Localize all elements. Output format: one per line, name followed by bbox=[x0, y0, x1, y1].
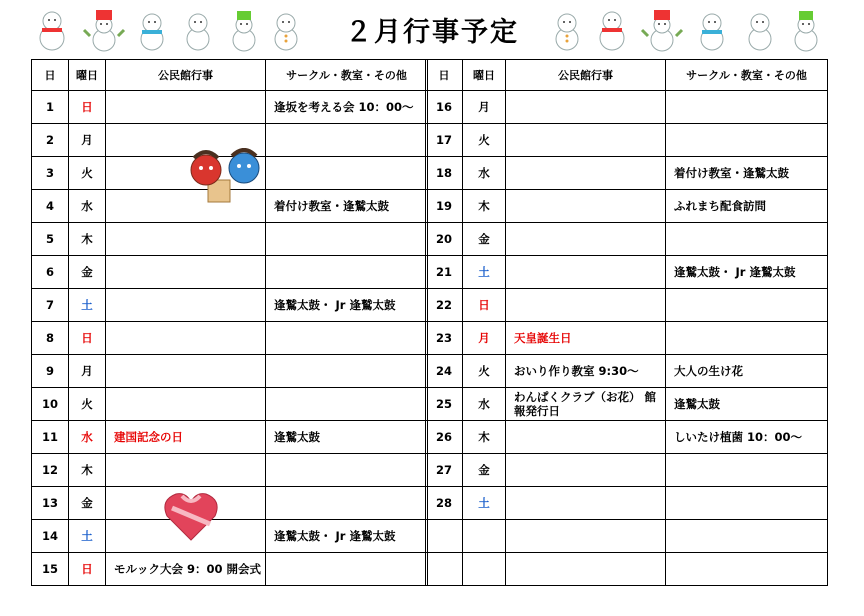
weekday-cell: 木 bbox=[69, 223, 106, 256]
weekday-cell: 土 bbox=[69, 289, 106, 322]
snowman-icon bbox=[82, 8, 126, 54]
header-circle: サークル・教室・その他 bbox=[666, 60, 828, 91]
day-cell: 19 bbox=[426, 190, 463, 223]
community-event-cell bbox=[506, 553, 666, 586]
community-event-cell bbox=[506, 421, 666, 454]
community-event-cell bbox=[506, 454, 666, 487]
community-event-cell: わんぱくクラブ（お花） 館報発行日 bbox=[506, 388, 666, 421]
weekday-cell: 火 bbox=[463, 124, 506, 157]
weekday-cell: 金 bbox=[69, 256, 106, 289]
circle-event-cell bbox=[266, 487, 428, 520]
circle-event-cell: 逢坂を考える会 10：00〜 bbox=[266, 91, 428, 124]
community-event-cell bbox=[506, 487, 666, 520]
page-header bbox=[0, 0, 864, 60]
table-row bbox=[426, 355, 828, 388]
header-day: 日 bbox=[32, 60, 69, 91]
table-row bbox=[426, 421, 828, 454]
weekday-cell bbox=[463, 520, 506, 553]
circle-event-cell: 逢鷲太鼓・ Jr 逢鷲太鼓 bbox=[266, 289, 428, 322]
circle-event-cell bbox=[266, 157, 428, 190]
day-cell: 18 bbox=[426, 157, 463, 190]
header-day: 日 bbox=[426, 60, 463, 91]
weekday-cell: 木 bbox=[463, 190, 506, 223]
community-event-cell bbox=[506, 520, 666, 553]
table-row bbox=[32, 223, 428, 256]
table-row bbox=[426, 520, 828, 553]
table-row bbox=[32, 289, 428, 322]
table-row bbox=[426, 487, 828, 520]
community-event-cell: モルック大会 9：00 開会式 bbox=[106, 553, 266, 586]
snowman-icon bbox=[640, 8, 684, 54]
circle-event-cell bbox=[666, 520, 828, 553]
table-header-row bbox=[32, 60, 428, 91]
weekday-cell: 日 bbox=[69, 322, 106, 355]
table-row bbox=[426, 91, 828, 124]
day-cell: 17 bbox=[426, 124, 463, 157]
day-cell: 13 bbox=[32, 487, 69, 520]
weekday-cell: 金 bbox=[463, 223, 506, 256]
circle-event-cell bbox=[266, 553, 428, 586]
weekday-cell: 月 bbox=[69, 355, 106, 388]
weekday-cell: 水 bbox=[69, 190, 106, 223]
calendar-table-right bbox=[425, 59, 828, 586]
day-cell: 25 bbox=[426, 388, 463, 421]
weekday-cell: 金 bbox=[463, 454, 506, 487]
snowman-icon bbox=[130, 8, 174, 54]
weekday-cell: 火 bbox=[69, 388, 106, 421]
community-event-cell bbox=[106, 289, 266, 322]
circle-event-cell: ふれまち配食訪問 bbox=[666, 190, 828, 223]
weekday-cell bbox=[463, 553, 506, 586]
community-event-cell bbox=[506, 91, 666, 124]
header-weekday: 曜日 bbox=[463, 60, 506, 91]
gift-box-icon bbox=[162, 486, 220, 544]
weekday-cell: 土 bbox=[463, 487, 506, 520]
community-event-cell bbox=[106, 223, 266, 256]
weekday-cell: 日 bbox=[463, 289, 506, 322]
community-event-cell: 建国記念の日 bbox=[106, 421, 266, 454]
header-community: 公民館行事 bbox=[506, 60, 666, 91]
table-row bbox=[32, 487, 428, 520]
circle-event-cell bbox=[266, 124, 428, 157]
community-event-cell bbox=[106, 256, 266, 289]
circle-event-cell bbox=[666, 289, 828, 322]
snowman-icon bbox=[176, 8, 220, 54]
day-cell: 27 bbox=[426, 454, 463, 487]
table-row bbox=[426, 190, 828, 223]
table-row bbox=[32, 256, 428, 289]
day-cell: 2 bbox=[32, 124, 69, 157]
circle-event-cell bbox=[666, 487, 828, 520]
day-cell: 20 bbox=[426, 223, 463, 256]
table-row bbox=[32, 322, 428, 355]
header-community: 公民館行事 bbox=[106, 60, 266, 91]
weekday-cell: 金 bbox=[69, 487, 106, 520]
weekday-cell: 月 bbox=[463, 322, 506, 355]
weekday-cell: 月 bbox=[463, 91, 506, 124]
day-cell bbox=[426, 520, 463, 553]
page-title: ２月行事予定 bbox=[345, 17, 519, 48]
community-event-cell: おいり作り教室 9:30〜 bbox=[506, 355, 666, 388]
header-weekday: 曜日 bbox=[69, 60, 106, 91]
weekday-cell: 水 bbox=[463, 388, 506, 421]
table-row bbox=[426, 322, 828, 355]
snowman-icon bbox=[30, 8, 74, 54]
snowman-icon bbox=[738, 8, 782, 54]
snowman-icon bbox=[222, 8, 266, 54]
table-row bbox=[426, 223, 828, 256]
table-row bbox=[32, 553, 428, 586]
weekday-cell: 木 bbox=[463, 421, 506, 454]
day-cell: 26 bbox=[426, 421, 463, 454]
community-event-cell bbox=[506, 256, 666, 289]
circle-event-cell bbox=[666, 91, 828, 124]
community-event-cell bbox=[506, 190, 666, 223]
circle-event-cell: 逢鷲太鼓・ Jr 逢鷲太鼓 bbox=[266, 520, 428, 553]
circle-event-cell bbox=[266, 322, 428, 355]
day-cell: 16 bbox=[426, 91, 463, 124]
circle-event-cell: 大人の生け花 bbox=[666, 355, 828, 388]
circle-event-cell bbox=[266, 388, 428, 421]
day-cell: 10 bbox=[32, 388, 69, 421]
day-cell: 7 bbox=[32, 289, 69, 322]
table-row bbox=[32, 355, 428, 388]
weekday-cell: 土 bbox=[69, 520, 106, 553]
weekday-cell: 日 bbox=[69, 91, 106, 124]
community-event-cell bbox=[506, 157, 666, 190]
weekday-cell: 日 bbox=[69, 553, 106, 586]
circle-event-cell: しいたけ植菌 10：00〜 bbox=[666, 421, 828, 454]
header-circle: サークル・教室・その他 bbox=[266, 60, 428, 91]
table-row bbox=[426, 454, 828, 487]
day-cell: 3 bbox=[32, 157, 69, 190]
weekday-cell: 木 bbox=[69, 454, 106, 487]
day-cell: 15 bbox=[32, 553, 69, 586]
day-cell: 28 bbox=[426, 487, 463, 520]
circle-event-cell bbox=[666, 553, 828, 586]
circle-event-cell bbox=[666, 223, 828, 256]
circle-event-cell: 着付け教室・逢鷲太鼓 bbox=[266, 190, 428, 223]
day-cell: 6 bbox=[32, 256, 69, 289]
table-row bbox=[426, 124, 828, 157]
circle-event-cell bbox=[266, 223, 428, 256]
snowman-icon bbox=[784, 8, 828, 54]
weekday-cell: 土 bbox=[463, 256, 506, 289]
circle-event-cell bbox=[666, 322, 828, 355]
table-header-row bbox=[426, 60, 828, 91]
table-row bbox=[426, 157, 828, 190]
circle-event-cell bbox=[666, 454, 828, 487]
community-event-cell bbox=[106, 454, 266, 487]
snowman-icon bbox=[590, 8, 634, 54]
day-cell: 22 bbox=[426, 289, 463, 322]
table-row bbox=[426, 289, 828, 322]
day-cell: 9 bbox=[32, 355, 69, 388]
weekday-cell: 火 bbox=[69, 157, 106, 190]
community-event-cell bbox=[106, 322, 266, 355]
day-cell: 1 bbox=[32, 91, 69, 124]
circle-event-cell bbox=[666, 124, 828, 157]
table-row bbox=[32, 91, 428, 124]
table-row bbox=[426, 553, 828, 586]
day-cell: 5 bbox=[32, 223, 69, 256]
community-event-cell bbox=[106, 91, 266, 124]
weekday-cell: 月 bbox=[69, 124, 106, 157]
table-row bbox=[426, 388, 828, 421]
weekday-cell: 水 bbox=[463, 157, 506, 190]
snowman-icon bbox=[690, 8, 734, 54]
community-event-cell: 天皇誕生日 bbox=[506, 322, 666, 355]
table-row bbox=[426, 256, 828, 289]
community-event-cell bbox=[506, 289, 666, 322]
community-event-cell bbox=[106, 388, 266, 421]
weekday-cell: 火 bbox=[463, 355, 506, 388]
day-cell: 11 bbox=[32, 421, 69, 454]
circle-event-cell bbox=[266, 355, 428, 388]
community-event-cell bbox=[506, 223, 666, 256]
day-cell: 12 bbox=[32, 454, 69, 487]
circle-event-cell bbox=[266, 256, 428, 289]
oni-masks-icon bbox=[188, 148, 268, 206]
table-row bbox=[32, 454, 428, 487]
community-event-cell bbox=[506, 124, 666, 157]
circle-event-cell: 着付け教室・逢鷲太鼓 bbox=[666, 157, 828, 190]
table-row bbox=[32, 520, 428, 553]
circle-event-cell bbox=[266, 454, 428, 487]
calendar-table-left bbox=[31, 59, 428, 586]
circle-event-cell: 逢鷲太鼓 bbox=[266, 421, 428, 454]
day-cell: 8 bbox=[32, 322, 69, 355]
day-cell: 23 bbox=[426, 322, 463, 355]
day-cell bbox=[426, 553, 463, 586]
day-cell: 14 bbox=[32, 520, 69, 553]
day-cell: 24 bbox=[426, 355, 463, 388]
snowman-icon bbox=[545, 8, 589, 54]
community-event-cell bbox=[106, 355, 266, 388]
table-row bbox=[32, 421, 428, 454]
circle-event-cell: 逢鷲太鼓・ Jr 逢鷲太鼓 bbox=[666, 256, 828, 289]
circle-event-cell: 逢鷲太鼓 bbox=[666, 388, 828, 421]
day-cell: 4 bbox=[32, 190, 69, 223]
weekday-cell: 水 bbox=[69, 421, 106, 454]
snowman-icon bbox=[264, 8, 308, 54]
day-cell: 21 bbox=[426, 256, 463, 289]
table-row bbox=[32, 388, 428, 421]
